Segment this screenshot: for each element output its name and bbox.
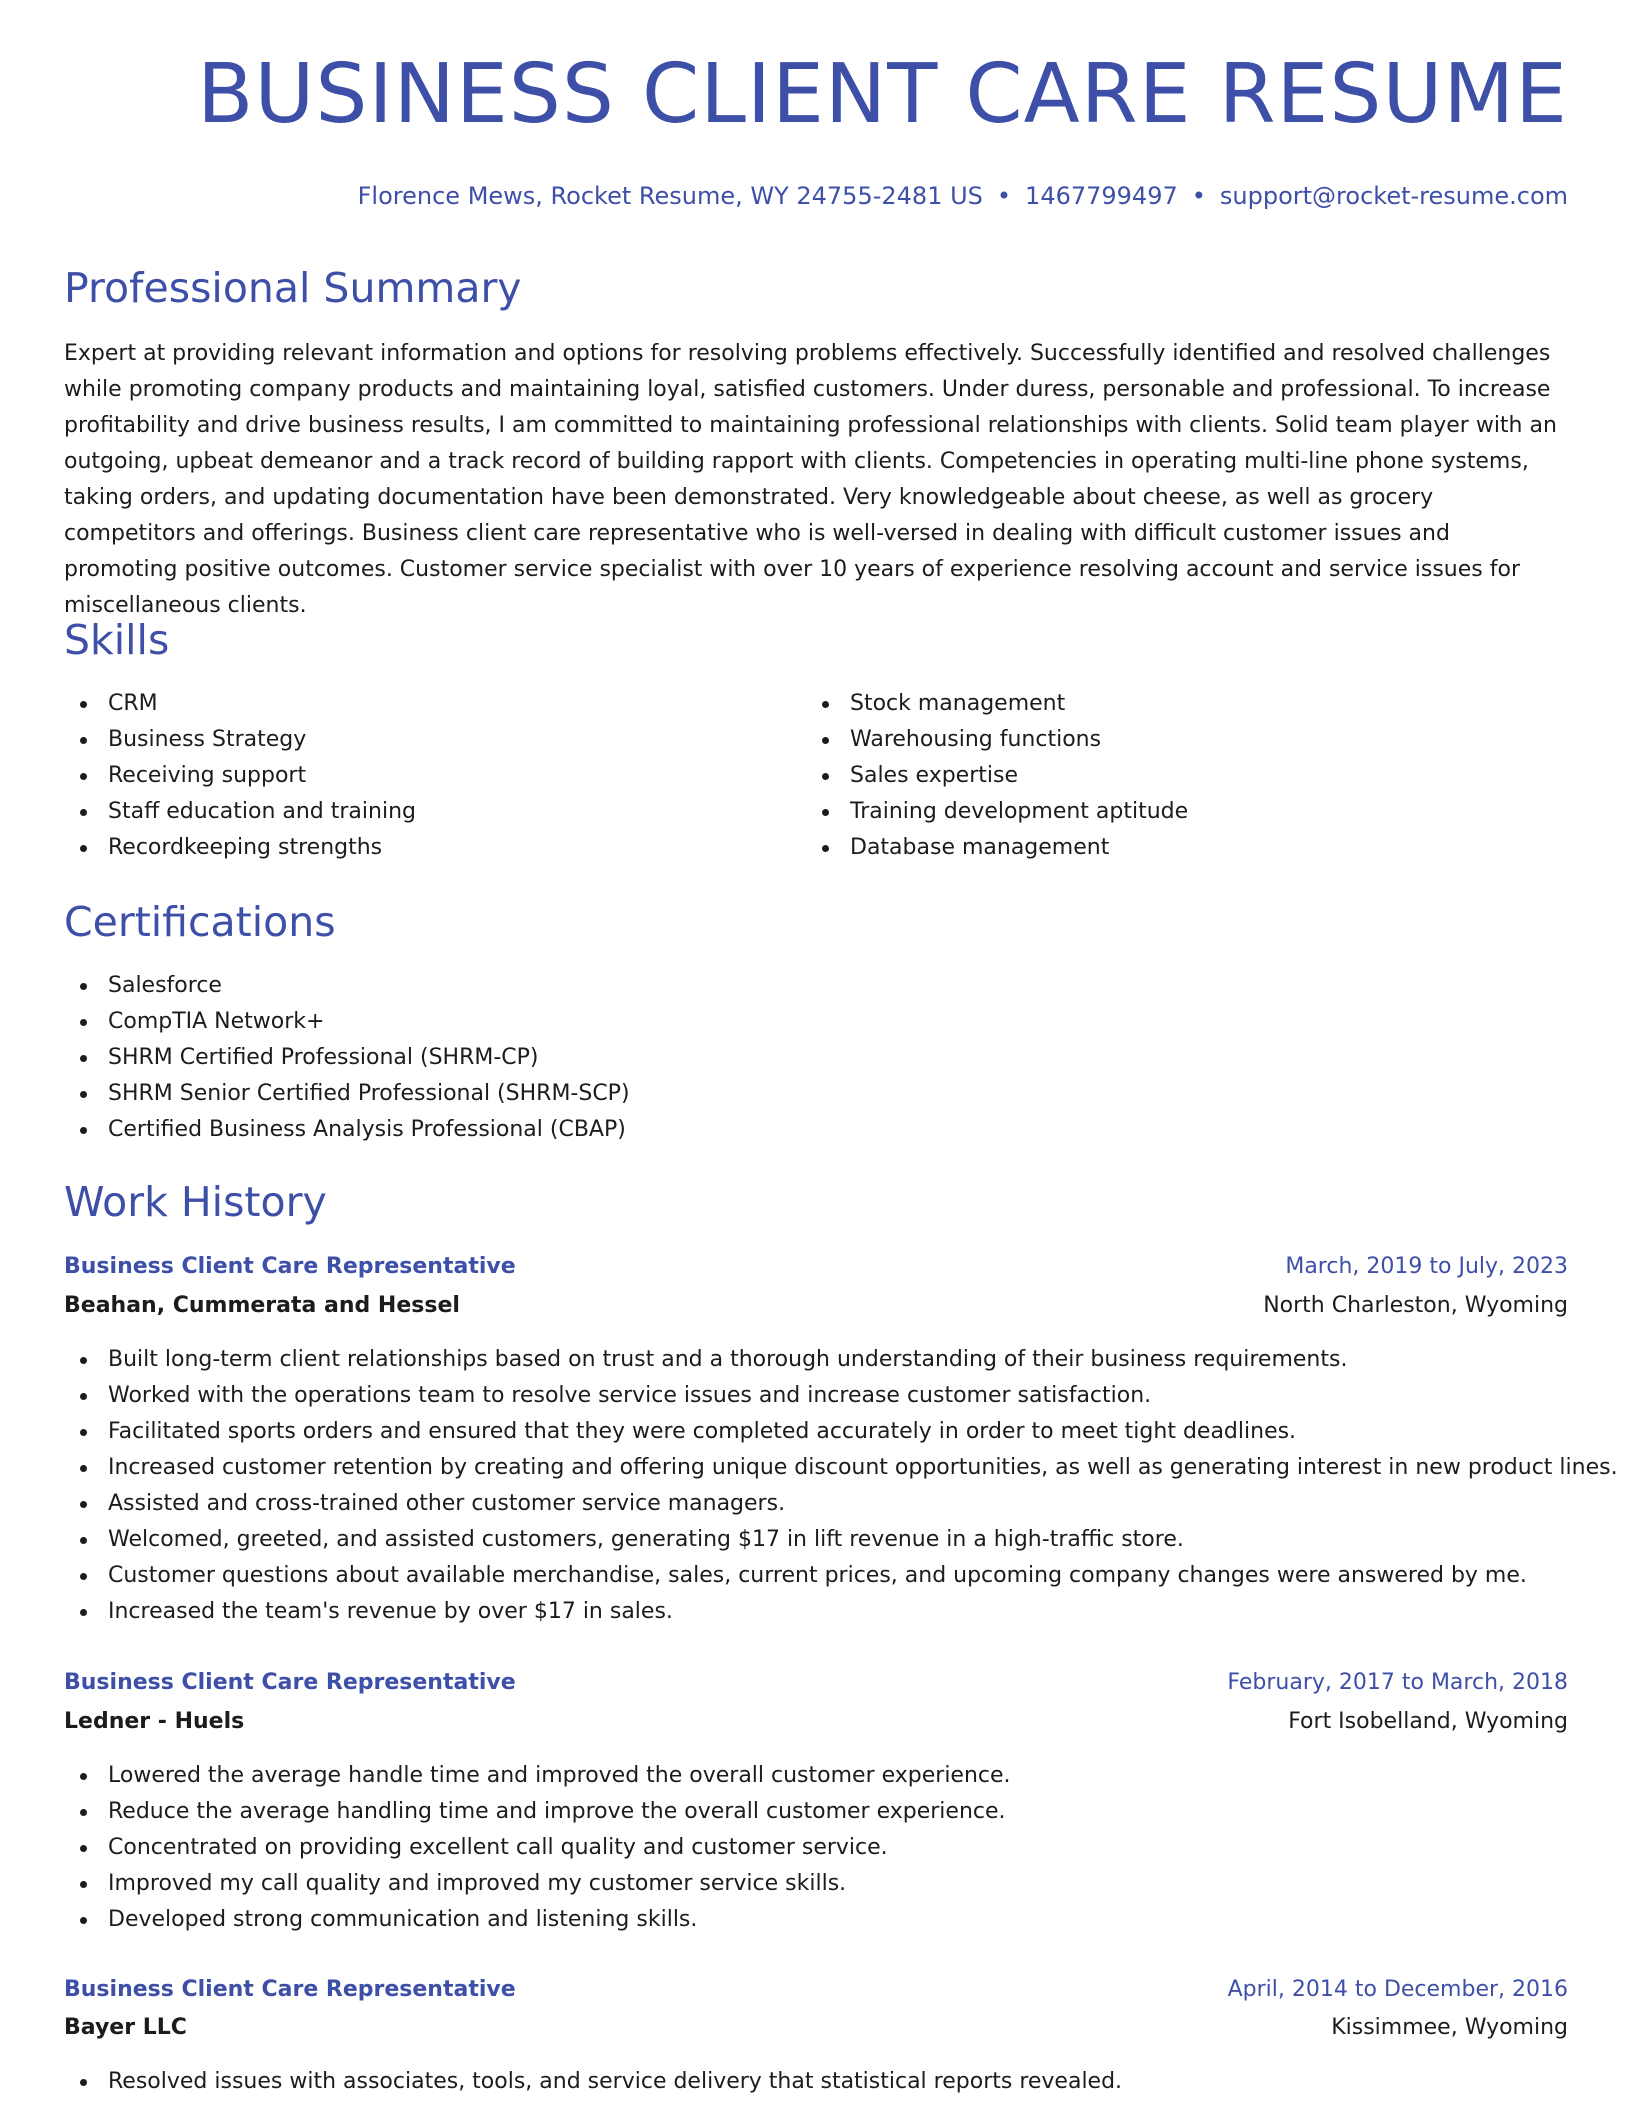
job-dates: March, 2019 to July, 2023: [1285, 1254, 1568, 1279]
job-bullet: Built long-term client relationships based on trust and a thorough understanding of their business requirements.: [64, 1342, 1618, 1378]
job-bullet: Reduce the average handling time and improve the overall customer experience.: [64, 1794, 1011, 1830]
job-bullet: Resolved issues with associates, tools, and service delivery that statistical reports revealed.: [64, 2064, 1122, 2100]
skill-item: Sales expertise: [806, 758, 1188, 794]
job-bullet: Concentrated on providing excellent call quality and customer service.: [64, 1830, 1011, 1866]
job-location: Fort Isobelland, Wyoming: [1288, 1709, 1568, 1734]
skill-item: Training development aptitude: [806, 794, 1188, 830]
job-bullets: [64, 1342, 1618, 1630]
skill-item: Database management: [806, 830, 1188, 866]
skills-list-right: [806, 686, 1188, 866]
resume-title: BUSINESS CLIENT CARE RESUME: [197, 47, 1568, 142]
job-bullet: Facilitated sports orders and ensured that they were completed accurately in order to meet tight deadlines.: [64, 1414, 1618, 1450]
skill-item: Business Strategy: [64, 722, 416, 758]
job-bullet: Developed strong communication and listening skills.: [64, 1902, 1011, 1938]
certifications-list: [64, 968, 630, 1148]
job-dates: February, 2017 to March, 2018: [1227, 1670, 1568, 1695]
skills-list-left: [64, 686, 416, 866]
job-company: Bayer LLC: [64, 2015, 187, 2040]
job-bullet: Lowered the average handle time and improved the overall customer experience.: [64, 1758, 1011, 1794]
job-company: Ledner - Huels: [64, 1709, 245, 1734]
job-company: Beahan, Cummerata and Hessel: [64, 1293, 460, 1318]
job-bullet: Customer questions about available merchandise, sales, current prices, and upcoming company changes were answered by me.: [64, 1558, 1618, 1594]
job-title: Business Client Care Representative: [64, 1670, 516, 1695]
job-bullets: [64, 2064, 1122, 2100]
summary-heading: Professional Summary: [64, 264, 522, 312]
skill-item: CRM: [64, 686, 416, 722]
job-bullet: Increased customer retention by creating and offering unique discount opportunities, as well as generating interest in new product lines.: [64, 1450, 1618, 1486]
skill-item: Stock management: [806, 686, 1188, 722]
job-bullet: Worked with the operations team to resolve service issues and increase customer satisfaction.: [64, 1378, 1618, 1414]
skill-item: Receiving support: [64, 758, 416, 794]
job-bullet: Welcomed, greeted, and assisted customers, generating $17 in lift revenue in a high-traffic store.: [64, 1522, 1618, 1558]
job-title: Business Client Care Representative: [64, 1977, 516, 2002]
certification-item: CompTIA Network+: [64, 1004, 630, 1040]
contact-address: Florence Mews, Rocket Resume, WY 24755-2481 US: [357, 182, 983, 210]
certification-item: SHRM Certified Professional (SHRM-CP): [64, 1040, 630, 1076]
skill-item: Warehousing functions: [806, 722, 1188, 758]
contact-email[interactable]: support@rocket-resume.com: [1219, 182, 1568, 210]
contact-separator: •: [996, 182, 1012, 210]
work-history-heading: Work History: [64, 1178, 327, 1226]
certification-item: SHRM Senior Certified Professional (SHRM-SCP): [64, 1076, 630, 1112]
certification-item: Certified Business Analysis Professional (CBAP): [64, 1112, 630, 1148]
job-bullet: Increased the team's revenue by over $17 in sales.: [64, 1594, 1618, 1630]
contact-separator: •: [1191, 182, 1206, 210]
skills-heading: Skills: [64, 616, 170, 664]
contact-phone: 1467799497: [1025, 182, 1178, 210]
certification-item: Salesforce: [64, 968, 630, 1004]
job-bullets: [64, 1758, 1011, 1938]
job-dates: April, 2014 to December, 2016: [1227, 1977, 1568, 2002]
job-location: Kissimmee, Wyoming: [1331, 2015, 1568, 2040]
skill-item: Staff education and training: [64, 794, 416, 830]
job-location: North Charleston, Wyoming: [1263, 1293, 1568, 1318]
job-bullet: Assisted and cross-trained other customer service managers.: [64, 1486, 1618, 1522]
contact-line: [358, 182, 1568, 210]
skill-item: Recordkeeping strengths: [64, 830, 416, 866]
summary-text: Expert at providing relevant information and options for resolving problems effectively. Successfully identified and resolved challenges while promoting company products and maintaining loyal, satisfied customers. Under duress, personable and professional. To increase profitability and drive business results, I am committed to maintaining professional relationships with clients. Solid team player with an outgoing, upbeat demeanor and a track record of building rapport with clients. Competencies in operating multi-line phone systems, taking orders, and updating documentation have been demonstrated. Very knowledgeable about cheese, as well as grocery competitors and offerings. Business client care representative who is well-versed in dealing with difficult customer issues and promoting positive outcomes. Customer service specialist with over 10 years of experience resolving account and service issues for miscellaneous clients.: [64, 341, 1557, 618]
job-bullet: Improved my call quality and improved my customer service skills.: [64, 1866, 1011, 1902]
certifications-heading: Certifications: [64, 898, 336, 946]
job-title: Business Client Care Representative: [64, 1254, 516, 1279]
